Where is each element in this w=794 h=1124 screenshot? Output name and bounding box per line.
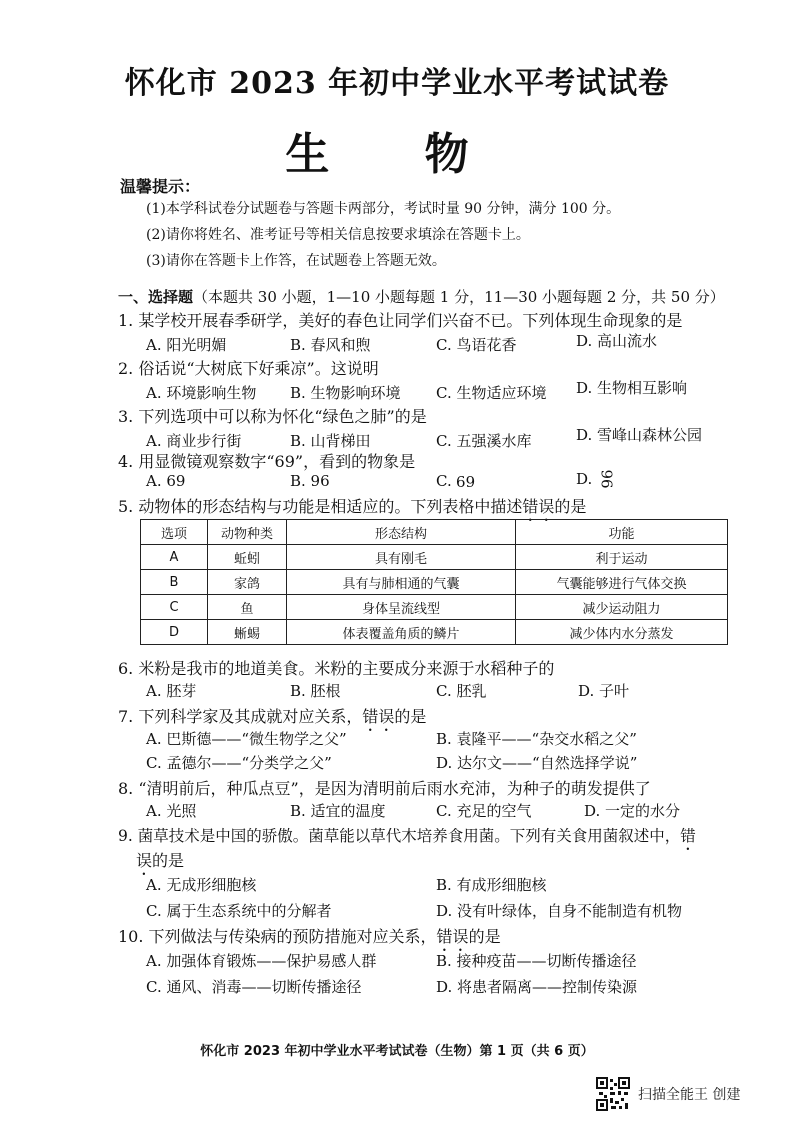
table-cell: 体表覆盖角质的鳞片 — [287, 620, 516, 645]
q9-option-c: C. 属于生态系统中的分解者 — [146, 902, 332, 920]
q10-option-c: C. 通风、消毒——切断传播途径 — [146, 978, 362, 996]
q6-option-a: A. 胚芽 — [146, 682, 197, 700]
q2-option-c: C. 生物适应环境 — [436, 384, 547, 402]
table-cell: 家鸽 — [208, 570, 287, 595]
table-row — [141, 620, 728, 645]
q5-table — [140, 519, 728, 645]
table-cell: 蚯蚓 — [208, 545, 287, 570]
q8-option-a: A. 光照 — [146, 802, 197, 820]
question-3-stem: 3. 下列选项中可以称为怀化“绿色之肺”的是 — [118, 407, 427, 426]
watermark-text: 扫描全能王 创建 — [638, 1087, 741, 1103]
q10-stem-c: 的是 — [468, 927, 501, 946]
table-cell: 减少体内水分蒸发 — [516, 620, 728, 645]
q8-option-d: D. 一定的水分 — [584, 802, 681, 820]
table-cell: C — [141, 595, 208, 620]
q4-option-d-text: 96 — [597, 469, 616, 489]
q7-stem-c: 的是 — [394, 707, 427, 726]
table-cell: 具有与肺相通的气囊 — [287, 570, 516, 595]
q4-option-c-text: 69 — [456, 472, 476, 490]
table-cell: 具有刚毛 — [287, 545, 516, 570]
table-row — [141, 570, 728, 595]
q8-option-c: C. 充足的空气 — [436, 802, 532, 820]
tip-1: (1)本学科试卷分试题卷与答题卡两部分，考试时量 90 分钟，满分 100 分。 — [146, 201, 621, 217]
q4-option-a: A. 69 — [146, 472, 186, 490]
section-heading — [118, 286, 725, 307]
q9-option-a: A. 无成形细胞核 — [146, 876, 257, 894]
tips-heading: 温馨提示： — [120, 177, 201, 196]
question-8-stem: 8. “清明前后，种瓜点豆”，是因为清明前后雨水充沛，为种子的萌发提供了 — [118, 779, 651, 798]
table-header: 形态结构 — [287, 520, 516, 545]
table-cell: 鱼 — [208, 595, 287, 620]
q10-option-a: A. 加强体育锻炼——保护易感人群 — [146, 952, 377, 970]
q6-option-b: B. 胚根 — [290, 682, 341, 700]
exam-title: 怀化市 2023 年初中学业水平考试试卷 — [124, 66, 670, 101]
q7-option-b: B. 袁隆平——“杂交水稻之父” — [436, 730, 637, 748]
section-label: 一、选择题 — [118, 288, 194, 306]
q6-option-d: D. 子叶 — [578, 682, 630, 700]
q10-stem-emphasis: 错误 — [436, 927, 469, 946]
section-desc: （本题共 30 小题，1—10 小题每题 1 分，11—30 小题每题 2 分，共 50 分） — [193, 288, 725, 306]
q4-option-d: D. 96 — [576, 469, 616, 489]
q4-option-b: B. 96 — [290, 472, 330, 490]
q1-option-b: B. 春风和煦 — [290, 336, 371, 354]
subject-title: 生 物 — [285, 129, 509, 180]
q5-stem-c: 的是 — [554, 497, 587, 516]
question-6-stem: 6. 米粉是我市的地道美食。米粉的主要成分来源于水稻种子的 — [118, 659, 555, 678]
table-header: 动物种类 — [208, 520, 287, 545]
q2-option-b: B. 生物影响环境 — [290, 384, 401, 402]
table-cell: 气囊能够进行气体交换 — [516, 570, 728, 595]
scanner-watermark — [596, 1074, 786, 1114]
table-cell: 减少运动阻力 — [516, 595, 728, 620]
q7-stem-emphasis: 错误 — [362, 707, 395, 726]
q3-option-b: B. 山背梯田 — [290, 432, 371, 450]
table-row — [141, 595, 728, 620]
table-cell: A — [141, 545, 208, 570]
question-2-stem: 2. 俗话说“大树底下好乘凉”。这说明 — [118, 359, 379, 378]
question-1-stem: 1. 某学校开展春季研学，美好的春色让同学们兴奋不已。下列体现生命现象的是 — [118, 311, 683, 330]
q10-option-d: D. 将患者隔离——控制传染源 — [436, 978, 638, 996]
q10-option-b: B. 接种疫苗——切断传播途径 — [436, 952, 637, 970]
table-header: 功能 — [516, 520, 728, 545]
q2-option-a: A. 环境影响生物 — [146, 384, 257, 402]
q5-stem-emphasis: 错误 — [522, 497, 555, 516]
q1-option-d: D. 高山流水 — [576, 332, 658, 350]
q4-option-c: C. 69 — [436, 472, 476, 490]
question-9-stem-cont: 误的是 — [136, 851, 185, 870]
q7-option-a: A. 巴斯德——“微生物学之父” — [146, 730, 347, 748]
q3-option-c: C. 五强溪水库 — [436, 432, 532, 450]
table-cell: D — [141, 620, 208, 645]
tip-2: (2)请你将姓名、准考证号等相关信息按要求填涂在答题卡上。 — [146, 227, 530, 243]
table-cell: B — [141, 570, 208, 595]
q8-option-b: B. 适宜的温度 — [290, 802, 386, 820]
q3-option-a: A. 商业步行街 — [146, 432, 242, 450]
q7-stem-a: 7. 下列科学家及其成就对应关系， — [118, 707, 363, 726]
q1-option-a: A. 阳光明媚 — [146, 336, 227, 354]
q6-option-c: C. 胚乳 — [436, 682, 487, 700]
page-footer: 怀化市 2023 年初中学业水平考试试卷（生物）第 1 页（共 6 页） — [200, 1044, 594, 1059]
question-9-stem — [118, 824, 696, 854]
q1-option-c: C. 鸟语花香 — [436, 336, 517, 354]
qr-code-icon — [596, 1077, 630, 1111]
q9-stem-emphasis: 错 — [680, 827, 696, 845]
table-cell: 利于运动 — [516, 545, 728, 570]
question-4-stem: 4. 用显微镜观察数字“69”，看到的物象是 — [118, 452, 416, 471]
q9-option-d: D. 没有叶绿体，自身不能制造有机物 — [436, 902, 683, 920]
table-cell: 蜥蜴 — [208, 620, 287, 645]
q10-stem-a: 10. 下列做法与传染病的预防措施对应关系， — [118, 927, 437, 946]
table-row — [141, 545, 728, 570]
table-header: 选项 — [141, 520, 208, 545]
table-header-row — [141, 520, 728, 545]
q9-stem-a: 9. 菌草技术是中国的骄傲。菌草能以草代木培养食用菌。下列有关食用菌叙述中， — [118, 827, 681, 845]
table-cell: 身体呈流线型 — [287, 595, 516, 620]
q7-option-c: C. 孟德尔——“分类学之父” — [146, 754, 332, 772]
q7-option-d: D. 达尔文——“自然选择学说” — [436, 754, 638, 772]
tip-3: (3)请你在答题卡上作答，在试题卷上答题无效。 — [146, 253, 446, 269]
q9-stem-emphasis-2: 误 — [136, 851, 153, 870]
q5-stem-a: 5. 动物体的形态结构与功能是相适应的。下列表格中描述 — [118, 497, 523, 516]
q2-option-d: D. 生物相互影响 — [576, 379, 688, 397]
q3-option-d: D. 雪峰山森林公园 — [576, 426, 703, 444]
q9-option-b: B. 有成形细胞核 — [436, 876, 547, 894]
